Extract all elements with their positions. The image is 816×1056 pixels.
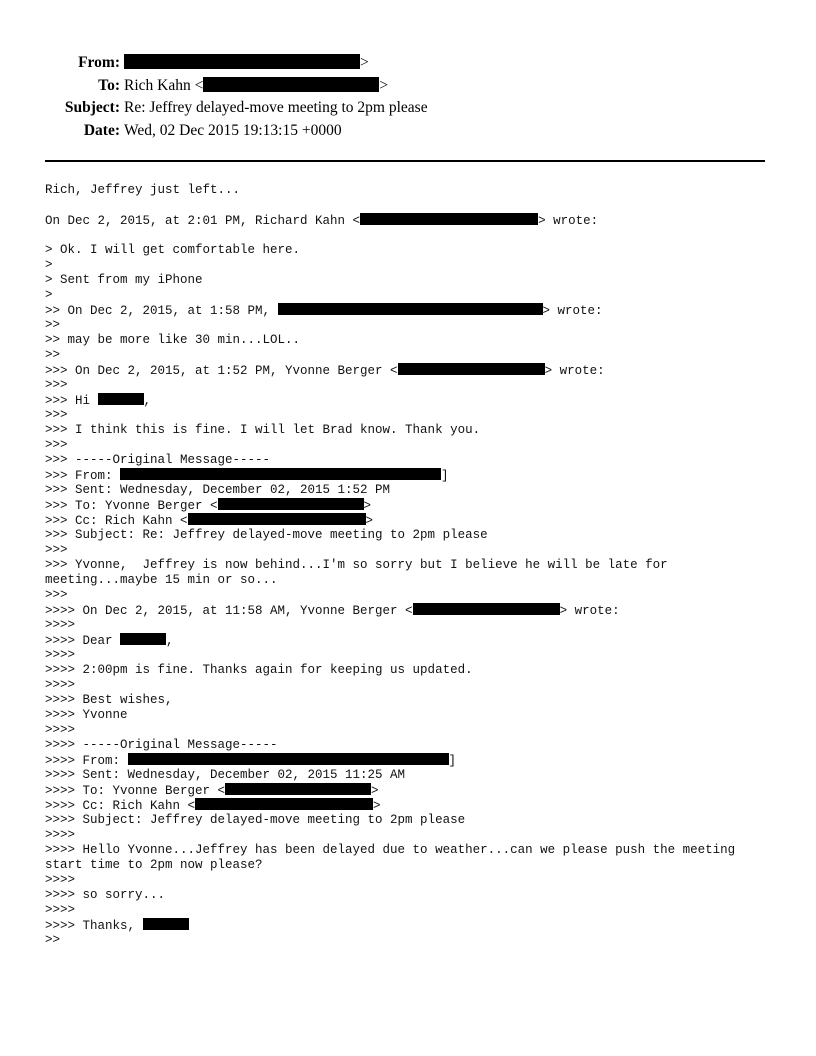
subject-label: Subject: bbox=[64, 99, 120, 116]
body-line bbox=[45, 633, 775, 648]
body-line: start time to 2pm now please? bbox=[45, 858, 263, 872]
body-line bbox=[45, 468, 775, 483]
body-line bbox=[45, 603, 775, 618]
body-line: >>>> bbox=[45, 903, 76, 917]
body-line bbox=[45, 393, 775, 408]
line-text: >>>> To: Yvonne Berger < bbox=[45, 784, 226, 798]
body-line: >>> Subject: Re: Jeffrey delayed-move meeting to 2pm please bbox=[45, 528, 488, 542]
redaction-bar bbox=[278, 303, 543, 315]
to-value bbox=[124, 75, 388, 98]
body-line: >>> bbox=[45, 408, 68, 422]
redaction-bar bbox=[128, 753, 449, 765]
subject-row bbox=[0, 97, 816, 120]
body-line: >>>> bbox=[45, 723, 76, 737]
redaction-bar bbox=[124, 54, 360, 69]
from-row bbox=[0, 52, 816, 75]
body-line: >> bbox=[45, 318, 61, 332]
redaction-bar bbox=[225, 783, 371, 795]
to-label: To: bbox=[98, 76, 120, 94]
body-line: >>> bbox=[45, 543, 68, 557]
line-text: > bbox=[373, 799, 381, 813]
line-text: On Dec 2, 2015, at 2:01 PM, Richard Kahn < bbox=[45, 214, 361, 228]
body-line: >>> Sent: Wednesday, December 02, 2015 1:52 PM bbox=[45, 483, 391, 497]
body-line: >>>> 2:00pm is fine. Thanks again for keeping us updated. bbox=[45, 663, 473, 677]
body-line: Rich, Jeffrey just left... bbox=[45, 183, 241, 197]
body-line bbox=[45, 918, 775, 933]
body-line: >>>> bbox=[45, 873, 76, 887]
body-line bbox=[45, 303, 775, 318]
line-text: , bbox=[143, 394, 152, 408]
line-text: >>> From: bbox=[45, 469, 121, 483]
from-tail: > bbox=[360, 54, 369, 71]
line-text: > wrote: bbox=[542, 304, 603, 318]
line-text: > bbox=[363, 499, 372, 513]
date-row bbox=[0, 120, 816, 143]
redaction-bar bbox=[120, 633, 166, 645]
line-text: >>>> Thanks, bbox=[45, 919, 143, 933]
redaction-bar bbox=[195, 798, 373, 810]
redaction-bar bbox=[413, 603, 560, 615]
line-text: >>>> On Dec 2, 2015, at 11:58 AM, Yvonne Berger < bbox=[45, 604, 413, 618]
to-row bbox=[0, 75, 816, 98]
header-divider bbox=[45, 160, 765, 162]
body-line: > bbox=[45, 258, 53, 272]
date-value: Wed, 02 Dec 2015 19:13:15 +0000 bbox=[124, 121, 342, 139]
body-line: >> bbox=[45, 348, 61, 362]
redaction-bar bbox=[188, 513, 366, 525]
from-value bbox=[124, 52, 369, 75]
redaction-bar bbox=[398, 363, 545, 375]
line-text: >>> To: Yvonne Berger < bbox=[45, 499, 218, 513]
line-text: ] bbox=[441, 469, 449, 483]
line-text: , bbox=[166, 634, 174, 648]
line-text: >>> Cc: Rich Kahn < bbox=[45, 514, 188, 528]
line-text: ] bbox=[448, 754, 457, 768]
body-line: >>> bbox=[45, 378, 68, 392]
body-line: >>> bbox=[45, 588, 68, 602]
redaction-bar bbox=[98, 393, 144, 405]
to-tail: > bbox=[379, 76, 389, 94]
body-line: > Sent from my iPhone bbox=[45, 273, 203, 287]
body-line: >>>> bbox=[45, 828, 76, 842]
line-text: >>>> Dear bbox=[45, 634, 121, 648]
redaction-bar bbox=[203, 77, 379, 92]
redaction-bar bbox=[120, 468, 441, 480]
body-line bbox=[45, 213, 775, 228]
line-text: >> On Dec 2, 2015, at 1:58 PM, bbox=[45, 304, 278, 318]
line-text: > bbox=[371, 784, 379, 798]
line-text: >>> On Dec 2, 2015, at 1:52 PM, Yvonne Berger < bbox=[45, 364, 398, 378]
body-line: >>>> Sent: Wednesday, December 02, 2015 11:25 AM bbox=[45, 768, 406, 782]
body-line: >>>> so sorry... bbox=[45, 888, 166, 902]
body-line: >>> I think this is fine. I will let Brad know. Thank you. bbox=[45, 423, 481, 437]
line-text: > wrote: bbox=[544, 364, 605, 378]
date-label: Date: bbox=[83, 121, 120, 139]
line-text: >>>> From: bbox=[45, 754, 128, 768]
body-line: meeting...maybe 15 min or so... bbox=[45, 573, 278, 587]
body-line: >>>> Hello Yvonne...Jeffrey has been delayed due to weather...can we please push the meeting bbox=[45, 843, 736, 857]
body-line: >>>> bbox=[45, 678, 76, 692]
body-line: >>> bbox=[45, 438, 68, 452]
subject-value: Re: Jeffrey delayed-move meeting to 2pm please bbox=[124, 99, 428, 116]
body-line: >>>> -----Original Message----- bbox=[45, 738, 278, 752]
body-line bbox=[45, 798, 775, 813]
body-line: >>> Yvonne, Jeffrey is now behind...I'm so sorry but I believe he will be late for bbox=[45, 558, 668, 572]
redaction-bar bbox=[143, 918, 189, 930]
from-label: From: bbox=[78, 54, 120, 71]
body-line: >>>> Subject: Jeffrey delayed-move meeting to 2pm please bbox=[45, 813, 466, 827]
line-text: >>> Hi bbox=[45, 394, 98, 408]
redaction-bar bbox=[218, 498, 364, 510]
body-line: >>>> bbox=[45, 648, 76, 662]
body-line bbox=[45, 198, 775, 213]
email-header bbox=[0, 52, 816, 142]
body-line bbox=[45, 783, 775, 798]
body-line bbox=[45, 753, 775, 768]
body-line: >>>> bbox=[45, 618, 76, 632]
body-line: >> bbox=[45, 933, 61, 947]
body-line: > bbox=[45, 288, 53, 302]
body-line: >>>> Yvonne bbox=[45, 708, 128, 722]
line-text: > bbox=[365, 514, 374, 528]
body-line bbox=[45, 498, 775, 513]
body-line: >> may be more like 30 min...LOL.. bbox=[45, 333, 301, 347]
line-text: > wrote: bbox=[559, 604, 620, 618]
body-line bbox=[45, 513, 775, 528]
body-line bbox=[45, 228, 775, 243]
body-line: >>>> Best wishes, bbox=[45, 693, 173, 707]
redaction-bar bbox=[360, 213, 538, 225]
line-text: >>>> Cc: Rich Kahn < bbox=[45, 799, 196, 813]
body-line: > Ok. I will get comfortable here. bbox=[45, 243, 301, 257]
body-line bbox=[45, 363, 775, 378]
to-name: Rich Kahn < bbox=[124, 76, 204, 94]
email-body bbox=[45, 183, 775, 948]
line-text: > wrote: bbox=[538, 214, 599, 228]
body-line: >>> -----Original Message----- bbox=[45, 453, 271, 467]
